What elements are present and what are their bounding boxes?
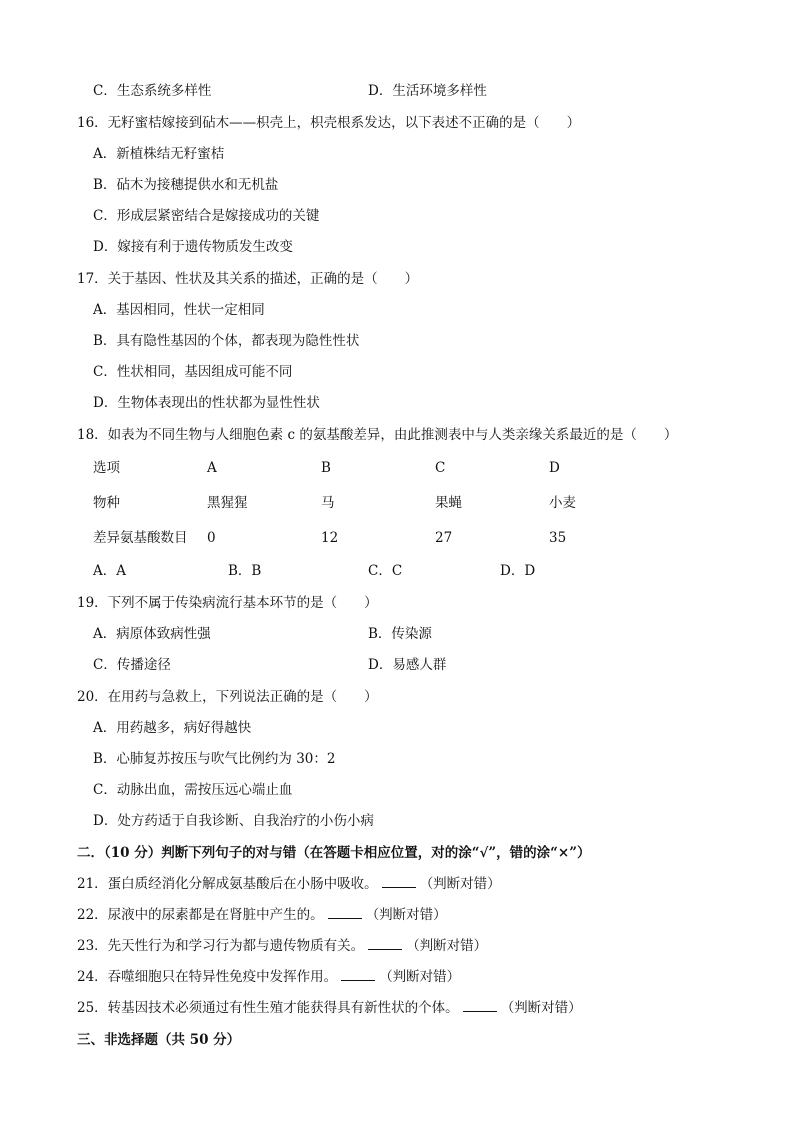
table-cell: 35 xyxy=(549,530,567,546)
q18-option-d: D．D xyxy=(500,563,536,579)
q20-option-c: C．动脉出血，需按压远心端止血 xyxy=(93,782,293,798)
table-cell: D xyxy=(549,460,560,476)
q20-option-b: B．心肺复苏按压与吹气比例约为 30：2 xyxy=(93,751,336,767)
table-cell: 马 xyxy=(321,495,335,511)
q20-option-a: A．用药越多，病好得越快 xyxy=(93,720,252,736)
answer-blank[interactable] xyxy=(382,875,416,888)
q18-stem: 18．如表为不同生物与人细胞色素 c 的氨基酸差异，由此推测表中与人类亲缘关系最近的是（ ） xyxy=(77,427,678,443)
q15-option-c: C．生态系统多样性 xyxy=(93,83,212,99)
judge-text: 23．先天性行为和学习行为都与遗传物质有关。 xyxy=(77,938,365,954)
q16-option-c: C．形成层紧密结合是嫁接成功的关键 xyxy=(93,208,320,224)
table-cell: 12 xyxy=(321,530,339,546)
judge-suffix: （判断对错） xyxy=(500,1000,582,1016)
table-cell: B xyxy=(321,460,331,476)
table-cell: 黑猩猩 xyxy=(207,495,248,511)
table-cell: 差异氨基酸数目 xyxy=(93,530,188,546)
q20-stem: 20．在用药与急救上，下列说法正确的是（ ） xyxy=(77,689,378,705)
judge-item-24 xyxy=(77,968,460,986)
q16-option-d: D．嫁接有利于遗传物质发生改变 xyxy=(93,239,293,255)
table-cell: C xyxy=(435,460,446,476)
answer-blank[interactable] xyxy=(463,999,497,1012)
judge-suffix: （判断对错） xyxy=(406,938,488,954)
q16-option-a: A．新植株结无籽蜜桔 xyxy=(93,146,225,162)
q19-stem: 19．下列不属于传染病流行基本环节的是（ ） xyxy=(77,595,378,611)
table-cell: A xyxy=(207,460,217,476)
judge-item-23 xyxy=(77,937,487,955)
section2-title: 二．（10 分）判断下列句子的对与错（在答题卡相应位置，对的涂“√”，错的涂“×”） xyxy=(77,845,591,861)
q16-option-b: B．砧木为接穗提供水和无机盐 xyxy=(93,177,279,193)
q17-option-b: B．具有隐性基因的个体，都表现为隐性性状 xyxy=(93,333,360,349)
answer-blank[interactable] xyxy=(341,968,375,981)
q18-option-a: A．A xyxy=(93,563,126,579)
q19-option-b: B．传染源 xyxy=(368,626,432,642)
table-cell: 27 xyxy=(435,530,453,546)
q19-option-a: A．病原体致病性强 xyxy=(93,626,211,642)
q17-option-d: D．生物体表现出的性状都为显性性状 xyxy=(93,395,320,411)
judge-suffix: （判断对错） xyxy=(379,969,461,985)
judge-text: 25．转基因技术必须通过有性生殖才能获得具有新性状的个体。 xyxy=(77,1000,459,1016)
table-cell: 物种 xyxy=(93,495,120,511)
q18-option-c: C．C xyxy=(368,563,403,579)
section3-title: 三、非选择题（共 50 分） xyxy=(77,1032,241,1048)
q19-option-c: C．传播途径 xyxy=(93,657,171,673)
q18-option-b: B．B xyxy=(228,563,262,579)
q17-stem: 17．关于基因、性状及其关系的描述，正确的是（ ） xyxy=(77,271,419,287)
q16-stem: 16．无籽蜜桔嫁接到砧木——枳壳上，枳壳根系发达，以下表述不正确的是（ ） xyxy=(77,115,581,131)
answer-blank[interactable] xyxy=(368,937,402,950)
q20-option-d: D．处方药适于自我诊断、自我治疗的小伤小病 xyxy=(93,813,374,829)
judge-text: 21．蛋白质经消化分解成氨基酸后在小肠中吸收。 xyxy=(77,876,378,892)
table-cell: 果蝇 xyxy=(435,495,462,511)
answer-blank[interactable] xyxy=(328,906,362,919)
judge-text: 22．尿液中的尿素都是在肾脏中产生的。 xyxy=(77,907,324,923)
judge-text: 24．吞噬细胞只在特异性免疫中发挥作用。 xyxy=(77,969,338,985)
q17-option-c: C．性状相同，基因组成可能不同 xyxy=(93,364,293,380)
judge-item-22 xyxy=(77,906,447,924)
q15-option-d: D．生活环境多样性 xyxy=(368,83,487,99)
table-cell: 选项 xyxy=(93,460,120,476)
judge-item-25 xyxy=(77,999,582,1017)
judge-item-21 xyxy=(77,875,501,893)
judge-suffix: （判断对错） xyxy=(365,907,447,923)
table-cell: 小麦 xyxy=(549,495,576,511)
q17-option-a: A．基因相同，性状一定相同 xyxy=(93,302,265,318)
q19-option-d: D．易感人群 xyxy=(368,657,447,673)
judge-suffix: （判断对错） xyxy=(419,876,501,892)
table-cell: 0 xyxy=(207,530,216,546)
